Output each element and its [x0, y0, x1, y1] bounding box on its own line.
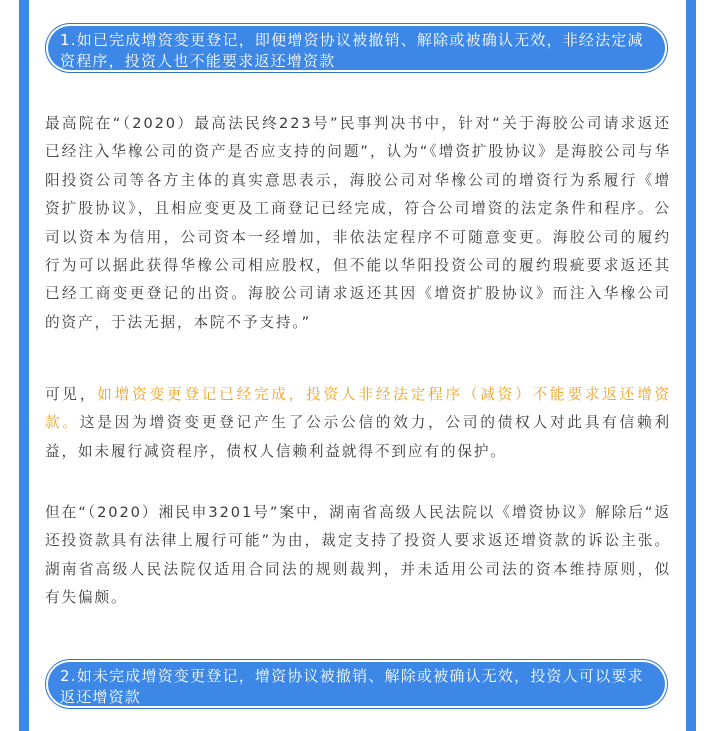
section-1-heading: 1.如已完成增资变更登记，即便增资协议被撤销、解除或被确认无效，非经法定减资程序，投资人也不能要求返还增资款: [46, 24, 667, 72]
paragraph-analysis-prefix: 可见，: [45, 386, 98, 403]
paragraph-analysis: [45, 381, 671, 466]
paragraph-court-quote: 最高院在“（2020）最高法民终223号”民事判决书中，针对“关于海胶公司请求返还已经注入华橡公司的资产是否应支持的问题”，认为“《增资扩股协议》是海胶公司与华阳投资公司等各方主体的真实意思表示，海胶公司对华橡公司的增资行为系履行《增资扩股协议》，且相应变更及工商登记已经完成，符合公司增资的法定条件和程序。公司以资本为信用，公司资本一经增加，非依法定程序不可随意变更。海胶公司的履约行为可以据此获得华橡公司相应股权，但不能以华阳投资公司的履约瑕疵要求返还其已经工商变更登记的出资。海胶公司请求返还其因《增资扩股协议》而注入华橡公司的资产，于法无据，本院不予支持。”: [45, 115, 671, 331]
paragraph-hunan-case: 但在“（2020）湘民申3201号”案中，湖南省高级人民法院以《增资协议》解除后“返还投资款具有法律上履行可能”为由，裁定支持了投资人要求返还增资款的诉讼主张。湖南省高级人民法院仅适用合同法的规则裁判，并未适用公司法的资本维持原则，似有失偏颇。: [45, 504, 671, 607]
left-border-bar: [19, 0, 29, 731]
highlighted-conclusion: 如增资变更登记已经完成，投资人非经法定程序（减资）不能要求返还增资款。: [45, 386, 672, 432]
section-2-heading: 2.如未完成增资变更登记，增资协议被撤销、解除或被确认无效，投资人可以要求返还增资款: [46, 660, 667, 708]
paragraph-analysis-body: 这是因为增资变更登记产生了公示公信的效力，公司的债权人对此具有信赖利益，如未履行减资程序，债权人信赖利益就得不到应有的保护。: [45, 414, 671, 460]
right-border-bar: [686, 0, 696, 731]
